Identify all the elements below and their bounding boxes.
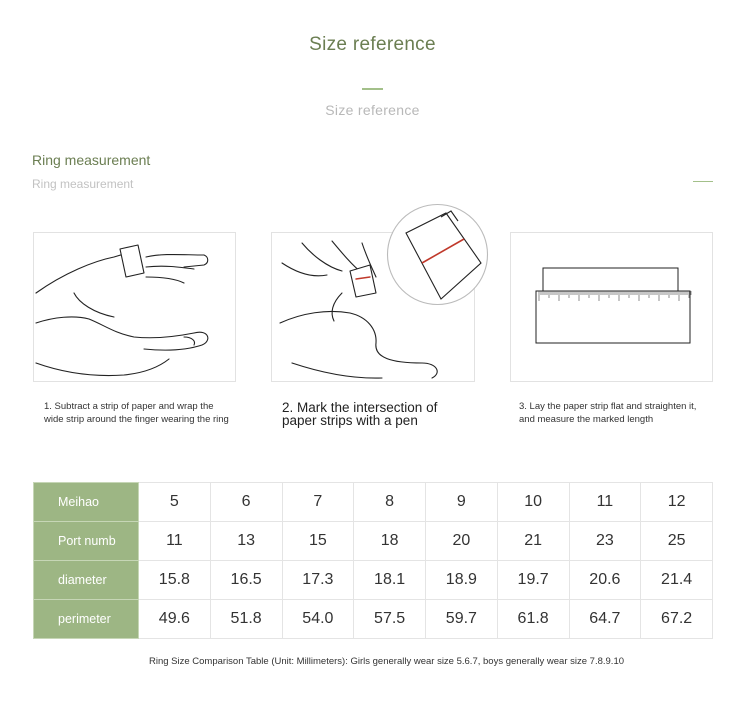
- title-divider: [362, 88, 383, 90]
- ring-size-table: [33, 482, 713, 639]
- hand-wrap-strip-icon: [34, 233, 235, 381]
- table-footnote: Ring Size Comparison Table (Unit: Millimeters): Girls generally wear size 5.6.7, boys generally wear size 7.8.9.10: [148, 656, 625, 667]
- step-3-caption: 3. Lay the paper strip flat and straighten it, and measure the marked length: [519, 401, 697, 425]
- table-cell: 11: [139, 522, 211, 561]
- table-cell: 59.7: [426, 600, 498, 639]
- row-header: diameter: [34, 561, 139, 600]
- table-cell: 51.8: [210, 600, 282, 639]
- table-cell: 54.0: [282, 600, 354, 639]
- page-subtitle: Size reference: [325, 102, 420, 118]
- table-cell: 16.5: [210, 561, 282, 600]
- table-cell: 21.4: [641, 561, 713, 600]
- step-1-caption: 1. Subtract a strip of paper and wrap the wide strip around the finger wearing the ring: [44, 401, 229, 425]
- table-cell: 20: [426, 522, 498, 561]
- row-header: perimeter: [34, 600, 139, 639]
- step-2-caption: 2. Mark the intersection of paper strips with a pen: [282, 400, 438, 428]
- table-cell: 25: [641, 522, 713, 561]
- table-cell: 49.6: [139, 600, 211, 639]
- zoom-detail: [386, 203, 489, 306]
- table-cell: 19.7: [497, 561, 569, 600]
- table-cell: 15.8: [139, 561, 211, 600]
- table-cell: 17.3: [282, 561, 354, 600]
- row-header: Port numb: [34, 522, 139, 561]
- table-cell: 12: [641, 483, 713, 522]
- table-cell: 20.6: [569, 561, 641, 600]
- section-subtitle: Ring measurement: [32, 177, 134, 191]
- table-cell: 18.9: [426, 561, 498, 600]
- table-cell: 9: [426, 483, 498, 522]
- page-title: Size reference: [309, 34, 436, 55]
- table-cell: 57.5: [354, 600, 426, 639]
- table-cell: 7: [282, 483, 354, 522]
- table-cell: 18: [354, 522, 426, 561]
- table-cell: 15: [282, 522, 354, 561]
- table-cell: 18.1: [354, 561, 426, 600]
- step-1-illustration: [33, 232, 236, 382]
- table-cell: 11: [569, 483, 641, 522]
- table-cell: 64.7: [569, 600, 641, 639]
- row-header: Meihao: [34, 483, 139, 522]
- table-cell: 61.8: [497, 600, 569, 639]
- table-cell: 8: [354, 483, 426, 522]
- step-3-illustration: [510, 232, 713, 382]
- table-row: [34, 600, 713, 639]
- table-cell: 5: [139, 483, 211, 522]
- magnifier-detail-icon: [386, 203, 489, 306]
- table-cell: 13: [210, 522, 282, 561]
- ruler-measure-icon: [511, 233, 712, 381]
- table-row: [34, 522, 713, 561]
- table-cell: 67.2: [641, 600, 713, 639]
- table-cell: 21: [497, 522, 569, 561]
- section-divider: [693, 181, 713, 182]
- table-row: [34, 483, 713, 522]
- section-title: Ring measurement: [32, 152, 151, 168]
- table-cell: 6: [210, 483, 282, 522]
- table-row: [34, 561, 713, 600]
- table-cell: 23: [569, 522, 641, 561]
- table-cell: 10: [497, 483, 569, 522]
